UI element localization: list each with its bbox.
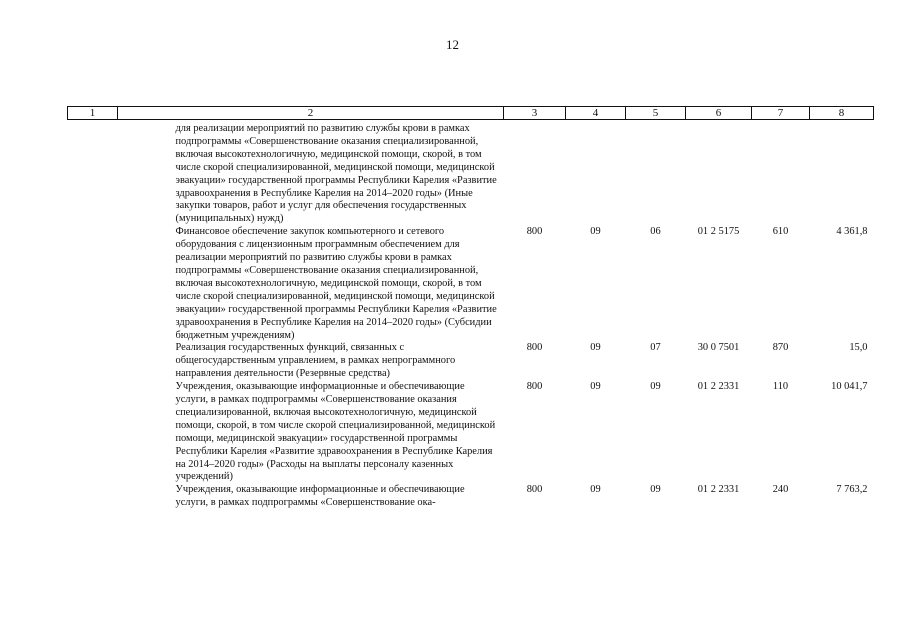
column-header-row — [68, 107, 874, 120]
row-expense-type — [752, 123, 810, 226]
table-row — [68, 123, 874, 226]
column-header-8: 8 — [810, 107, 874, 120]
row-subsection-code: 09 — [650, 484, 661, 496]
row-ministry-code: 800 — [526, 484, 543, 496]
row-amount: 15,0 — [849, 342, 868, 354]
row-target-article: 30 0 7501 — [697, 342, 740, 354]
row-col-1 — [68, 342, 118, 381]
column-header-4: 4 — [566, 107, 626, 120]
row-amount: 10 041,7 — [831, 381, 868, 393]
row-expense-type: 240 — [772, 484, 789, 496]
row-amount — [810, 123, 874, 226]
row-amount: 7 763,2 — [836, 484, 868, 496]
row-description: Учреждения, оказывающие информационные и обеспечивающие услуги, в рамках подпрограммы «Совершенствование ока- — [175, 484, 465, 509]
row-ministry-code: 800 — [526, 226, 543, 238]
column-header-3: 3 — [504, 107, 566, 120]
row-section-code: 09 — [590, 342, 601, 354]
column-header-7: 7 — [752, 107, 810, 120]
row-target-article: 01 2 2331 — [697, 381, 740, 393]
row-col-1 — [68, 484, 118, 510]
row-col-1 — [68, 123, 118, 226]
row-ministry-code: 800 — [526, 381, 543, 393]
row-description: Учреждения, оказывающие информационные и обеспечивающие услуги, в рамках подпрограммы «Совершенствование оказания специализированной, включая высокотехнологичную, медицинской помощи, скорой, в том числе скорой специализированной, медицинской помощи, медицинской эвакуации» государственной программы Республики Карелия «Развитие здравоохранения в Республике Карелия на 2014–2020 годы» (Расходы на выплаты персоналу казенных учреждений) — [175, 381, 496, 483]
row-target-article: 01 2 5175 — [697, 226, 740, 238]
row-expense-type: 870 — [772, 342, 789, 354]
column-header-5: 5 — [626, 107, 686, 120]
row-col-1 — [68, 226, 118, 342]
row-expense-type: 110 — [772, 381, 789, 393]
page-number: 12 — [446, 37, 459, 52]
row-description: Реализация государственных функций, связанных с общегосударственным управлением, в рамках непрограммного направления деятельности (Резервные средства) — [175, 342, 456, 380]
column-header-6: 6 — [686, 107, 752, 120]
row-col-1 — [68, 381, 118, 484]
table-row — [68, 484, 874, 510]
row-description: для реализации мероприятий по развитию службы крови в рамках подпрограммы «Совершенствование оказания специализированной, включая высокотехнологичную, медицинской помощи, скорой, в том числе скорой специализированной, медицинской помощи, медицинской эвакуации» государственной программы Республики Карелия «Развитие здравоохранения в Республике Карелия на 2014–2020 годы» (Иные закупки товаров, работ и услуг для обеспечения государственных (муниципальных) нужд) — [175, 123, 497, 225]
row-expense-type: 610 — [772, 226, 789, 238]
row-ministry-code — [504, 123, 566, 226]
table-row — [68, 342, 874, 381]
column-header-2: 2 — [118, 107, 504, 120]
row-section-code — [566, 123, 626, 226]
row-section-code: 09 — [590, 381, 601, 393]
row-description: Финансовое обеспечение закупок компьютерного и сетевого оборудования с лицензионным программным обеспечением для реализации мероприятий по развитию службы крови в рамках подпрограммы «Совершенствование оказания специализированной, включая высокотехнологичную, медицинской помощи, скорой, в том числе скорой специализированной, медицинской помощи, медицинской эвакуации» государственной программы Республики Карелия «Развитие здравоохранения в Республике Карелия на 2014–2020 годы» (Субсидии бюджетным учреждениям) — [175, 226, 497, 341]
row-ministry-code: 800 — [526, 342, 543, 354]
row-target-article — [686, 123, 752, 226]
table-row — [68, 381, 874, 484]
budget-table — [67, 106, 874, 510]
row-subsection-code: 07 — [650, 342, 661, 354]
row-subsection-code: 06 — [650, 226, 661, 238]
row-subsection-code: 09 — [650, 381, 661, 393]
row-amount: 4 361,8 — [836, 226, 868, 238]
row-section-code: 09 — [590, 226, 601, 238]
row-section-code: 09 — [590, 484, 601, 496]
column-header-1: 1 — [68, 107, 118, 120]
row-subsection-code — [626, 123, 686, 226]
row-target-article: 01 2 2331 — [697, 484, 740, 496]
table-row — [68, 226, 874, 342]
